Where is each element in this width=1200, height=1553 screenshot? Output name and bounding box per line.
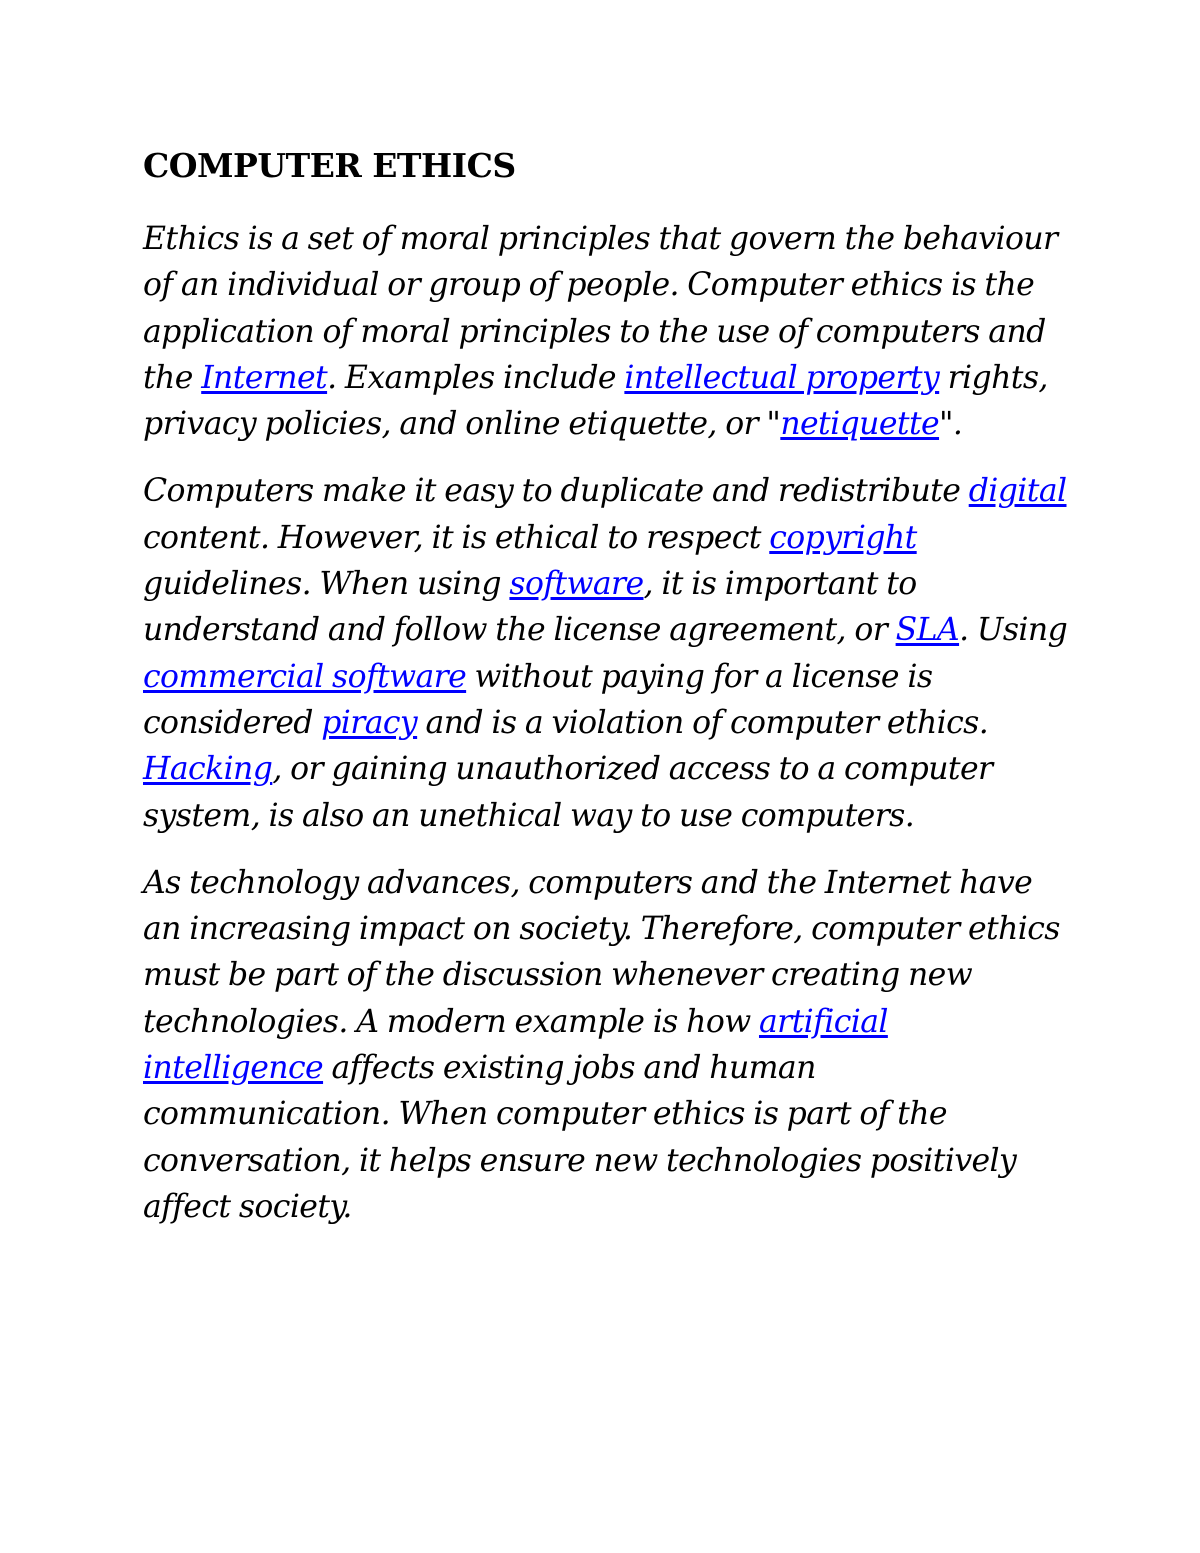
link-netiquette[interactable]: netiquette xyxy=(780,406,940,443)
paragraph-text: , it is important to understand and follow the license agreement, or xyxy=(143,566,917,649)
document-body xyxy=(143,140,1068,1251)
link-hacking[interactable]: Hacking xyxy=(143,751,273,788)
link-copyright[interactable]: copyright xyxy=(769,519,917,556)
link-intellectual-property[interactable]: intellectual property xyxy=(624,359,940,396)
paragraph-text: , or gaining unauthorized access to a computer system, is also an unethical way to use computers. xyxy=(143,751,993,834)
link-commercial-software[interactable]: commercial software xyxy=(143,658,467,695)
paragraph-text: rights, privacy policies, and online etiquette, or " xyxy=(143,359,1048,443)
link-digital[interactable]: digital xyxy=(968,473,1067,510)
paragraph-text: . Using xyxy=(959,612,1068,649)
link-internet[interactable]: Internet xyxy=(201,359,328,396)
document-title: COMPUTER ETHICS xyxy=(143,146,516,185)
paragraph-technology-impact xyxy=(143,860,1068,1230)
paragraph-text: content. However, it is ethical to respect xyxy=(143,519,770,556)
link-software[interactable]: software xyxy=(509,566,644,603)
paragraph-ethics-definition xyxy=(143,216,1068,447)
paragraph-text: Ethics is a set of moral principles that govern the behaviour of an individual or group of people. Computer ethics is the application of moral principles to the use of computers and the xyxy=(143,221,1058,396)
paragraph-text: guidelines. When using xyxy=(143,566,510,603)
paragraph-text: without paying for a license is considered xyxy=(143,658,933,741)
paragraph-text: As technology advances, computers and the Internet have an increasing impact on society. Therefore, computer ethics must be part of the discussion whenever creating new technologies. A modern example is how xyxy=(143,864,1060,1040)
paragraph-copyright-and-piracy xyxy=(143,468,1068,838)
paragraph-text: ". xyxy=(939,406,963,443)
paragraph-text: . Examples include xyxy=(327,359,625,396)
link-sla[interactable]: SLA xyxy=(895,612,960,649)
paragraph-text: and is a violation of computer ethics. xyxy=(417,704,989,741)
paragraph-text: Computers make it easy to duplicate and redistribute xyxy=(143,473,969,510)
link-artificial-intelligence[interactable]: artificial intelligence xyxy=(143,1003,888,1087)
link-piracy[interactable]: piracy xyxy=(321,704,418,741)
paragraph-text: affects existing jobs and human communication. When computer ethics is part of the conversation, it helps ensure new technologies positively affect society. xyxy=(143,1050,1017,1225)
